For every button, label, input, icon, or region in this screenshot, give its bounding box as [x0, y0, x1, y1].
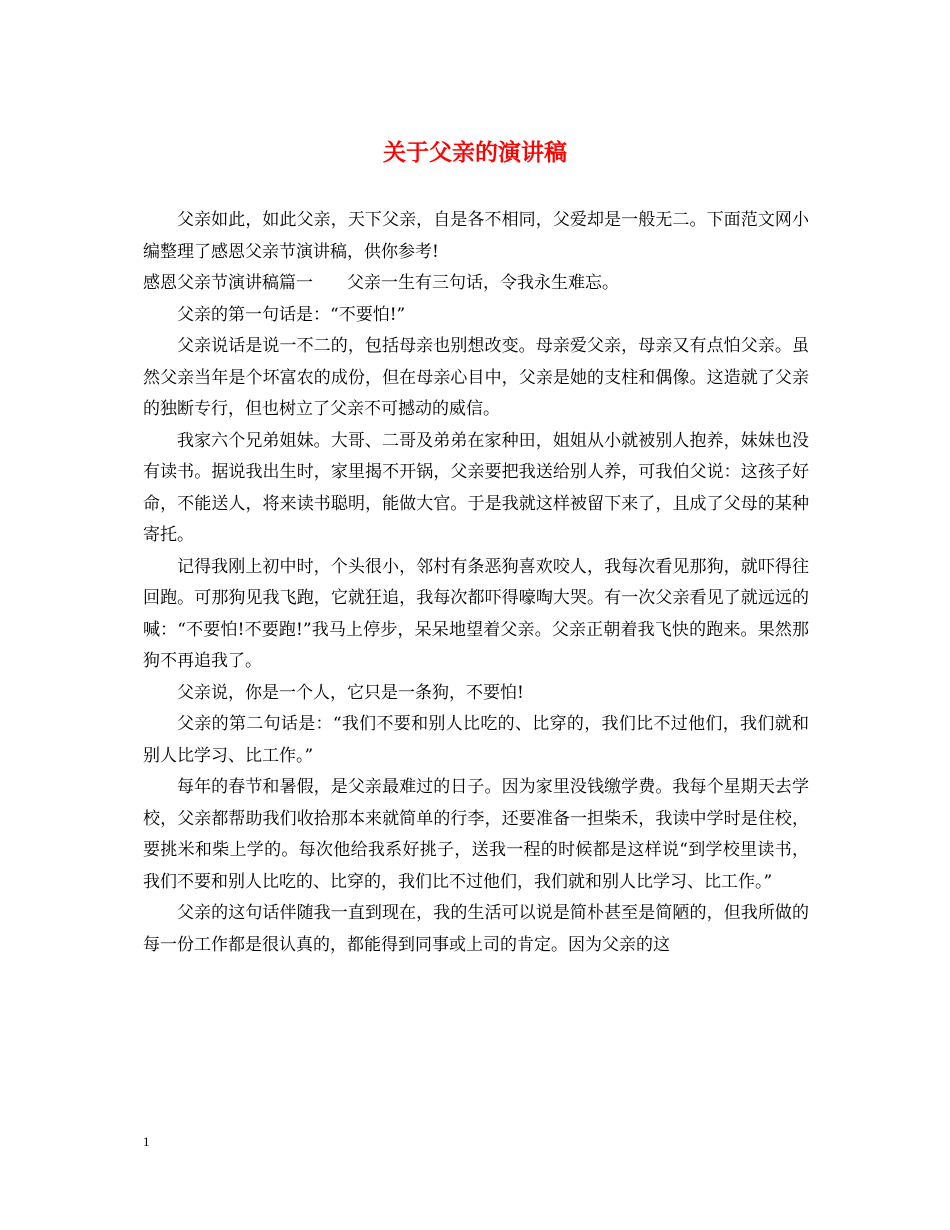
- paragraph: 父亲的第一句话是：“不要怕!”: [177, 304, 406, 325]
- page-number: 1: [143, 1134, 150, 1149]
- paragraph: 每年的春节和暑假，是父亲最难过的日子。因为家里没钱缴学费。我每个星期天去学校，父亲都帮助我们收拾那本来就简单的行李，还要准备一担柴禾，我读中学时是住校，要挑米和柴上学的。每次他给我系好挑子，送我一程的时候都是这样说“到学校里读书，我们不要和别人比吃的、比穿的，我们比不过他们，我们就和别人比学习、比工作。”: [143, 777, 809, 892]
- document-body: [143, 205, 809, 961]
- paragraph: 感恩父亲节演讲稿篇一 父亲一生有三句话，令我永生难忘。: [143, 273, 619, 293]
- paragraph: 我家六个兄弟姐妹。大哥、二哥及弟弟在家种田，姐姐从小就被别人抱养，妹妹也没有读书。据说我出生时，家里揭不开锅，父亲要把我送给别人养，可我伯父说：这孩子好命，不能送人，将来读书聪明，能做大官。于是我就这样被留下来了，且成了父母的某种寄托。: [143, 430, 809, 545]
- paragraph: 父亲说话是说一不二的，包括母亲也别想改变。母亲爱父亲，母亲又有点怕父亲。虽然父亲当年是个坏富农的成份，但在母亲心目中，父亲是她的支柱和偶像。这造就了父亲的独断专行，但也树立了父亲不可撼动的威信。: [143, 336, 809, 419]
- document-title: 关于父亲的演讲稿: [383, 139, 567, 166]
- paragraph: 父亲如此，如此父亲，天下父亲，自是各不相同，父爱却是一般无二。下面范文网小编整理了感恩父亲节演讲稿，供你参考!: [143, 210, 809, 262]
- paragraph: 记得我刚上初中时，个头很小，邻村有条恶狗喜欢咬人，我每次看见那狗，就吓得往回跑。可那狗见我飞跑，它就狂追，我每次都吓得嚎啕大哭。有一次父亲看见了就远远的喊：“不要怕!不要跑!”我马上停步，呆呆地望着父亲。父亲正朝着我飞快的跑来。果然那狗不再追我了。: [143, 556, 809, 671]
- paragraph: 父亲的这句话伴随我一直到现在，我的生活可以说是简朴甚至是简陋的，但我所做的每一份工作都是很认真的，都能得到同事或上司的肯定。因为父亲的这: [143, 903, 809, 955]
- paragraph: 父亲说，你是一个人，它只是一条狗，不要怕!: [177, 682, 524, 703]
- paragraph: 父亲的第二句话是：“我们不要和别人比吃的、比穿的，我们比不过他们，我们就和别人比学习、比工作。”: [143, 714, 809, 766]
